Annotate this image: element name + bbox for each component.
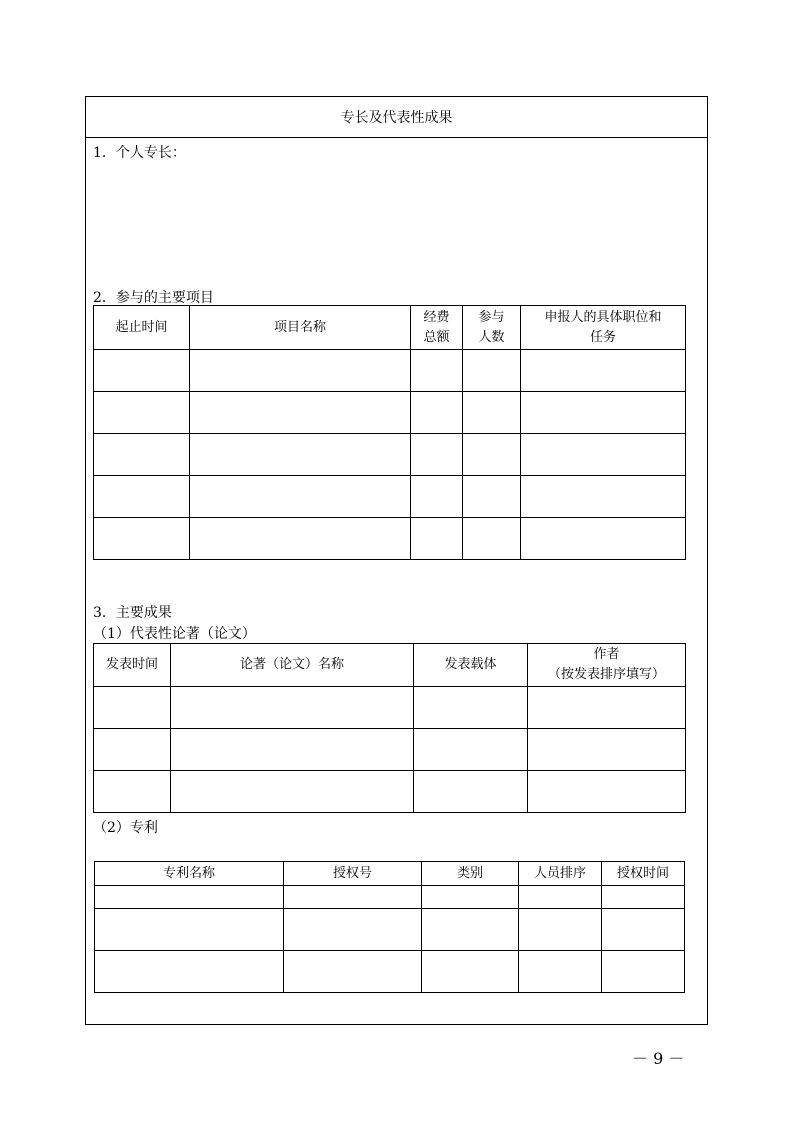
authors-header-note: （按发表排序填写）: [547, 667, 665, 682]
table-row: [94, 434, 686, 476]
col-header-period: 起止时间: [94, 306, 190, 350]
table-cell[interactable]: [95, 909, 284, 951]
achievements-label: 3．主要成果: [93, 605, 172, 621]
table-row: [94, 476, 686, 518]
table-cell[interactable]: [94, 350, 190, 392]
col-header-patent-name: 专利名称: [95, 862, 284, 886]
table-cell[interactable]: [411, 392, 463, 434]
table-cell[interactable]: [171, 771, 414, 813]
publications-table: [93, 643, 686, 813]
table-cell[interactable]: [94, 771, 171, 813]
table-cell[interactable]: [519, 951, 602, 993]
participants-header-text: 参与人数: [478, 309, 505, 345]
col-header-participants: [463, 306, 521, 350]
patents-label: （2）专利: [93, 820, 158, 836]
table-row: [94, 687, 686, 729]
table-cell[interactable]: [414, 729, 528, 771]
table-cell[interactable]: [528, 687, 686, 729]
patents-table: [94, 861, 685, 993]
funding-header-text: 经费总额: [423, 309, 450, 345]
col-header-grant-date: 授权时间: [602, 862, 685, 886]
table-row: [94, 518, 686, 560]
col-header-work-title: 论著（论文）名称: [171, 644, 414, 687]
table-cell[interactable]: [463, 476, 521, 518]
table-cell[interactable]: [519, 909, 602, 951]
authors-header-text: 作者: [593, 647, 620, 662]
table-cell[interactable]: [463, 518, 521, 560]
table-cell[interactable]: [94, 518, 190, 560]
table-row: [95, 951, 685, 993]
table-cell[interactable]: [94, 687, 171, 729]
table-cell[interactable]: [414, 771, 528, 813]
personal-specialty-label: 1．个人专长：: [93, 145, 186, 161]
col-header-grant-number: 授权号: [284, 862, 422, 886]
table-cell[interactable]: [190, 476, 411, 518]
table-cell[interactable]: [94, 434, 190, 476]
publications-label: （1）代表性论著（论文）: [93, 626, 256, 642]
table-cell[interactable]: [190, 518, 411, 560]
table-cell[interactable]: [528, 771, 686, 813]
table-row: [95, 909, 685, 951]
table-cell[interactable]: [190, 350, 411, 392]
table-cell[interactable]: [284, 909, 422, 951]
table-row: [94, 350, 686, 392]
table-row: [94, 392, 686, 434]
table-cell[interactable]: [521, 350, 686, 392]
table-row: [95, 886, 685, 909]
table-cell[interactable]: [602, 951, 685, 993]
table-cell[interactable]: [190, 434, 411, 476]
page-number: － 9 －: [632, 1049, 685, 1068]
table-cell[interactable]: [521, 392, 686, 434]
table-cell[interactable]: [94, 392, 190, 434]
table-cell[interactable]: [463, 392, 521, 434]
patents-header-row: [95, 862, 685, 886]
table-cell[interactable]: [190, 392, 411, 434]
table-cell[interactable]: [411, 434, 463, 476]
projects-table: [93, 305, 686, 560]
col-header-publish-time: 发表时间: [94, 644, 171, 687]
table-cell[interactable]: [422, 909, 519, 951]
table-cell[interactable]: [284, 886, 422, 909]
table-cell[interactable]: [414, 687, 528, 729]
col-header-project-name: 项目名称: [190, 306, 411, 350]
table-cell[interactable]: [411, 350, 463, 392]
table-cell[interactable]: [411, 476, 463, 518]
table-cell[interactable]: [95, 886, 284, 909]
table-row: [94, 729, 686, 771]
table-cell[interactable]: [602, 909, 685, 951]
col-header-funding: [411, 306, 463, 350]
table-row: [94, 771, 686, 813]
table-cell[interactable]: [411, 518, 463, 560]
col-header-role: [521, 306, 686, 350]
projects-label: 2．参与的主要项目: [93, 290, 214, 306]
role-header-text: 申报人的具体职位和任务: [544, 309, 662, 345]
table-cell[interactable]: [602, 886, 685, 909]
projects-header-row: [94, 306, 686, 350]
publications-header-row: [94, 644, 686, 687]
table-cell[interactable]: [422, 886, 519, 909]
table-cell[interactable]: [95, 951, 284, 993]
table-cell[interactable]: [521, 476, 686, 518]
col-header-inventor-rank: 人员排序: [519, 862, 602, 886]
table-cell[interactable]: [463, 350, 521, 392]
table-cell[interactable]: [521, 518, 686, 560]
table-cell[interactable]: [94, 476, 190, 518]
table-cell[interactable]: [521, 434, 686, 476]
col-header-venue: 发表载体: [414, 644, 528, 687]
col-header-authors: [528, 644, 686, 687]
col-header-category: 类别: [422, 862, 519, 886]
table-cell[interactable]: [284, 951, 422, 993]
table-cell[interactable]: [519, 886, 602, 909]
table-cell[interactable]: [528, 729, 686, 771]
table-cell[interactable]: [94, 729, 171, 771]
table-cell[interactable]: [171, 687, 414, 729]
section-title: 专长及代表性成果: [86, 97, 707, 138]
table-cell[interactable]: [422, 951, 519, 993]
table-cell[interactable]: [463, 434, 521, 476]
table-cell[interactable]: [171, 729, 414, 771]
